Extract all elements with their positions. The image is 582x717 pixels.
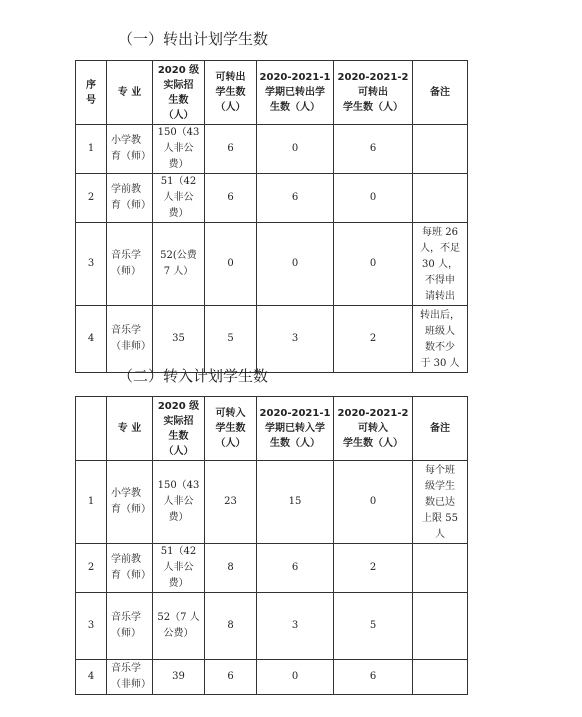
cell-notes — [413, 660, 468, 695]
table-row — [76, 660, 468, 695]
cell-semester2: 5 — [334, 593, 413, 660]
col-header-index — [76, 397, 107, 461]
cell-enrolled: 51（42 人非公 费） — [153, 174, 205, 223]
cell-semester2: 6 — [334, 125, 413, 174]
cell-transferable: 5 — [205, 306, 257, 373]
cell-semester1: 0 — [257, 660, 334, 695]
cell-major: 音乐学 （师） — [107, 593, 153, 660]
col-header-semester2: 2020-2021-2 可转入 学生数（人） — [334, 397, 413, 461]
cell-notes — [413, 593, 468, 660]
cell-semester2: 2 — [334, 306, 413, 373]
col-header-enrolled: 2020 级 实际招 生数 （人） — [153, 61, 205, 125]
table-row — [76, 125, 468, 174]
cell-notes — [413, 544, 468, 593]
cell-semester2: 2 — [334, 544, 413, 593]
cell-index: 2 — [76, 174, 107, 223]
cell-enrolled: 35 — [153, 306, 205, 373]
cell-enrolled: 39 — [153, 660, 205, 695]
cell-enrolled: 51（42 人非公 费） — [153, 544, 205, 593]
table-row — [76, 461, 468, 544]
transfer-in-table — [75, 396, 468, 695]
col-header-index: 序 号 — [76, 61, 107, 125]
cell-index: 3 — [76, 223, 107, 306]
cell-index: 4 — [76, 306, 107, 373]
col-header-major: 专 业 — [107, 61, 153, 125]
cell-transferable: 8 — [205, 593, 257, 660]
col-header-semester2: 2020-2021-2 可转出 学生数（人） — [334, 61, 413, 125]
cell-major: 小学教 育（师） — [107, 125, 153, 174]
cell-transferable: 6 — [205, 660, 257, 695]
cell-enrolled: 150（43 人非公 费） — [153, 461, 205, 544]
cell-notes — [413, 174, 468, 223]
col-header-notes: 备注 — [413, 61, 468, 125]
cell-major: 音乐学 （师） — [107, 223, 153, 306]
cell-index: 1 — [76, 461, 107, 544]
cell-transferable: 23 — [205, 461, 257, 544]
cell-transferable: 6 — [205, 125, 257, 174]
cell-enrolled: 52(公费 7 人） — [153, 223, 205, 306]
table1-title: （一）转出计划学生数 — [118, 30, 269, 48]
cell-notes — [413, 125, 468, 174]
col-header-notes: 备注 — [413, 397, 468, 461]
cell-notes: 每个班 级学生 数已达 上限 55 人 — [413, 461, 468, 544]
col-header-semester1: 2020-2021-1 学期已转出学 生数（人） — [257, 61, 334, 125]
cell-semester2: 0 — [334, 223, 413, 306]
cell-transferable: 6 — [205, 174, 257, 223]
cell-semester1: 3 — [257, 306, 334, 373]
col-header-semester1: 2020-2021-1 学期已转入学 生数（人） — [257, 397, 334, 461]
header-row — [76, 61, 468, 125]
col-header-major: 专 业 — [107, 397, 153, 461]
cell-transferable: 0 — [205, 223, 257, 306]
cell-semester1: 6 — [257, 174, 334, 223]
cell-enrolled: 150（43 人非公 费） — [153, 125, 205, 174]
cell-transferable: 8 — [205, 544, 257, 593]
header-row — [76, 397, 468, 461]
cell-semester1: 15 — [257, 461, 334, 544]
cell-index: 3 — [76, 593, 107, 660]
col-header-enrolled: 2020 级 实际招 生数 （人） — [153, 397, 205, 461]
cell-enrolled: 52（7 人 公费） — [153, 593, 205, 660]
cell-major: 学前教 育（师） — [107, 544, 153, 593]
cell-semester2: 0 — [334, 174, 413, 223]
cell-major: 学前教 育（师） — [107, 174, 153, 223]
cell-major: 音乐学 （非师） — [107, 306, 153, 373]
cell-semester2: 0 — [334, 461, 413, 544]
cell-index: 1 — [76, 125, 107, 174]
cell-semester1: 3 — [257, 593, 334, 660]
table-row — [76, 306, 468, 373]
transfer-out-table — [75, 60, 468, 373]
cell-major: 小学教 育（师） — [107, 461, 153, 544]
cell-major: 音乐学 （非师） — [107, 660, 153, 695]
cell-index: 4 — [76, 660, 107, 695]
table-row — [76, 544, 468, 593]
table-row — [76, 593, 468, 660]
cell-semester1: 0 — [257, 125, 334, 174]
col-header-transferable: 可转出 学生数 （人） — [205, 61, 257, 125]
cell-notes: 转出后， 班级人 数不少 于 30 人 — [413, 306, 468, 373]
cell-semester2: 6 — [334, 660, 413, 695]
table2-title: （二）转入计划学生数 — [118, 367, 269, 385]
table-row — [76, 223, 468, 306]
col-header-transferable: 可转入 学生数 （人） — [205, 397, 257, 461]
cell-index: 2 — [76, 544, 107, 593]
cell-semester1: 0 — [257, 223, 334, 306]
cell-semester1: 6 — [257, 544, 334, 593]
cell-notes: 每班 26 人，不足 30 人， 不得申 请转出 — [413, 223, 468, 306]
table-row — [76, 174, 468, 223]
